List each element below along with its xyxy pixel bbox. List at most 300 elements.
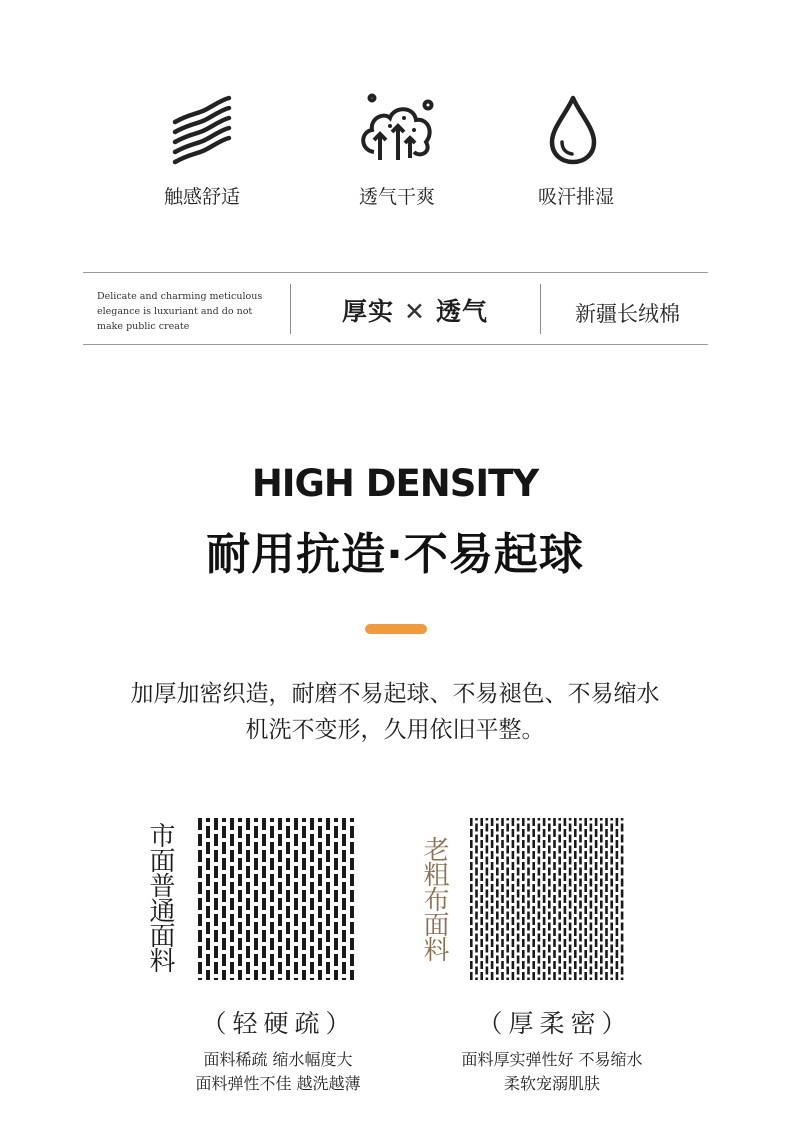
weave-thread — [600, 890, 603, 898]
weave-thread — [522, 818, 525, 826]
weave-thread — [198, 914, 202, 926]
weave-thread — [214, 882, 218, 894]
weave-thread — [506, 978, 509, 981]
weave-thread — [246, 978, 250, 980]
weave-thread — [294, 978, 298, 980]
weave-thread — [310, 882, 314, 894]
weave-thread — [318, 826, 322, 838]
weave-thread — [610, 901, 613, 909]
blurb-line: make public create — [97, 321, 190, 332]
weave-thread — [238, 826, 242, 838]
weave-thread — [574, 873, 577, 881]
weave-thread — [350, 922, 354, 934]
weave-thread — [569, 945, 572, 953]
weave-thread — [270, 858, 274, 870]
weave-thread — [480, 961, 483, 969]
weave-thread — [548, 857, 551, 865]
weave-thread — [470, 829, 473, 837]
weave-thread — [569, 868, 572, 876]
weave-thread — [278, 962, 282, 974]
weave-thread — [543, 829, 546, 837]
weave-thread — [616, 928, 619, 936]
weave-thread — [342, 914, 346, 926]
weave-thread — [538, 945, 541, 953]
weave-thread — [600, 824, 603, 832]
weave-thread — [480, 851, 483, 859]
weave-thread — [286, 922, 290, 934]
weave-thread — [310, 898, 314, 910]
weave-thread — [238, 890, 242, 902]
weave-thread — [532, 840, 535, 848]
weave-thread — [222, 970, 226, 980]
weave-thread — [579, 824, 582, 832]
weave-thread — [286, 874, 290, 886]
weave-thread — [522, 884, 525, 892]
weave-thread — [318, 954, 322, 966]
weave-thread — [543, 906, 546, 914]
weave-thread — [548, 824, 551, 832]
weave-thread — [538, 956, 541, 964]
weave-thread — [491, 840, 494, 848]
weave-thread — [350, 858, 354, 870]
weave-thread — [512, 939, 515, 947]
weave-thread — [246, 914, 250, 926]
weave-thread — [230, 946, 234, 958]
weave-thread — [538, 879, 541, 887]
weave-thread — [470, 950, 473, 958]
weave-thread — [496, 901, 499, 909]
weave-thread — [558, 857, 561, 865]
weave-thread — [548, 978, 551, 981]
weave-thread — [600, 912, 603, 920]
weave-thread — [206, 874, 210, 886]
weave-thread — [254, 818, 258, 822]
weave-thread — [318, 970, 322, 980]
weave-thread — [569, 846, 572, 854]
weave-thread — [590, 912, 593, 920]
weave-thread — [532, 851, 535, 859]
weave-thread — [222, 818, 226, 822]
weave-thread — [294, 914, 298, 926]
weave-thread — [486, 901, 489, 909]
weave-thread — [238, 938, 242, 950]
weave-thread — [538, 923, 541, 931]
weave-thread — [543, 972, 546, 980]
weave-thread — [206, 890, 210, 902]
weave-thread — [286, 938, 290, 950]
ordinary-fabric-note-1: 面料稀疏 缩水幅度大 — [203, 1050, 353, 1069]
weave-thread — [262, 946, 266, 958]
weave-thread — [302, 970, 306, 980]
weave-thread — [532, 884, 535, 892]
weave-thread — [527, 901, 530, 909]
weave-thread — [501, 873, 504, 881]
weave-thread — [222, 826, 226, 838]
weave-thread — [548, 956, 551, 964]
weave-thread — [584, 972, 587, 980]
weave-thread — [475, 846, 478, 854]
weave-thread — [270, 818, 274, 822]
weave-thread — [326, 882, 330, 894]
weave-thread — [610, 923, 613, 931]
weave-thread — [600, 857, 603, 865]
weave-thread — [558, 978, 561, 981]
weave-thread — [527, 890, 530, 898]
weave-thread — [334, 842, 338, 854]
weave-thread — [595, 895, 598, 903]
weave-thread — [496, 890, 499, 898]
weave-thread — [543, 851, 546, 859]
weave-thread — [527, 824, 530, 832]
weave-thread — [501, 906, 504, 914]
weave-thread — [517, 901, 520, 909]
weave-thread — [558, 835, 561, 843]
weave-thread — [475, 912, 478, 920]
weave-thread — [270, 938, 274, 950]
banner-divider — [290, 284, 291, 334]
weave-thread — [470, 906, 473, 914]
weave-thread — [475, 890, 478, 898]
weave-thread — [605, 829, 608, 837]
weave-thread — [334, 826, 338, 838]
weave-thread — [342, 898, 346, 910]
weave-thread — [334, 954, 338, 966]
weave-thread — [512, 961, 515, 969]
weave-thread — [532, 939, 535, 947]
weave-thread — [527, 967, 530, 975]
weave-thread — [270, 874, 274, 886]
weave-thread — [318, 906, 322, 918]
weave-thread — [310, 962, 314, 974]
weave-thread — [605, 950, 608, 958]
weave-thread — [318, 818, 322, 822]
weave-thread — [621, 868, 624, 876]
weave-thread — [486, 890, 489, 898]
weave-thread — [501, 961, 504, 969]
weave-thread — [310, 978, 314, 980]
weave-thread — [616, 917, 619, 925]
coarse-cloth-note-2: 柔软宠溺肌肤 — [503, 1074, 600, 1093]
weave-thread — [595, 950, 598, 958]
weave-thread — [569, 901, 572, 909]
coarse-cloth-tag: （厚柔密） — [477, 1009, 633, 1038]
weave-thread — [605, 884, 608, 892]
weave-thread — [569, 956, 572, 964]
weave-thread — [621, 835, 624, 843]
weave-thread — [574, 972, 577, 980]
weave-thread — [574, 917, 577, 925]
weave-thread — [326, 978, 330, 980]
weave-thread — [486, 967, 489, 975]
weave-thread — [600, 978, 603, 981]
weave-thread — [486, 923, 489, 931]
weave-thread — [491, 873, 494, 881]
weave-thread — [350, 818, 354, 822]
weave-thread — [517, 912, 520, 920]
weave-thread — [522, 895, 525, 903]
weave-thread — [480, 862, 483, 870]
weave-thread — [621, 846, 624, 854]
weave-thread — [496, 923, 499, 931]
thick-breathable-slogan — [300, 292, 530, 328]
weave-thread — [595, 906, 598, 914]
weave-thread — [605, 873, 608, 881]
weave-thread — [278, 978, 282, 980]
weave-thread — [532, 895, 535, 903]
weave-thread — [206, 826, 210, 838]
weave-thread — [569, 923, 572, 931]
weave-thread — [334, 818, 338, 822]
weave-thread — [517, 868, 520, 876]
weave-thread — [286, 954, 290, 966]
weave-thread — [522, 939, 525, 947]
weave-thread — [506, 912, 509, 920]
weave-thread — [569, 879, 572, 887]
weave-thread — [564, 972, 567, 980]
weave-thread — [501, 895, 504, 903]
weave-thread — [480, 917, 483, 925]
weave-thread — [475, 967, 478, 975]
weave-thread — [286, 842, 290, 854]
weave-thread — [558, 890, 561, 898]
weave-thread — [206, 842, 210, 854]
weave-thread — [616, 829, 619, 837]
weave-thread — [512, 829, 515, 837]
weave-thread — [214, 850, 218, 862]
weave-thread — [270, 906, 274, 918]
weave-thread — [246, 866, 250, 878]
weave-thread — [579, 835, 582, 843]
weave-thread — [532, 972, 535, 980]
ordinary-fabric-label: 市面普通面料 — [145, 822, 175, 972]
weave-thread — [262, 834, 266, 846]
weave-thread — [548, 868, 551, 876]
weave-thread — [246, 930, 250, 942]
weave-thread — [222, 874, 226, 886]
weave-thread — [558, 818, 561, 821]
weave-thread — [198, 978, 202, 980]
weave-thread — [584, 840, 587, 848]
weave-thread — [254, 922, 258, 934]
weave-thread — [222, 858, 226, 870]
weave-thread — [590, 846, 593, 854]
weave-thread — [334, 890, 338, 902]
weave-thread — [470, 840, 473, 848]
weave-thread — [605, 840, 608, 848]
weave-thread — [569, 912, 572, 920]
weave-thread — [262, 978, 266, 980]
weave-thread — [579, 945, 582, 953]
weave-thread — [543, 840, 546, 848]
slogan-thick: 厚实 — [342, 297, 395, 326]
weave-thread — [616, 906, 619, 914]
weave-thread — [569, 818, 572, 821]
weave-thread — [600, 901, 603, 909]
weave-thread — [527, 934, 530, 942]
weave-thread — [496, 956, 499, 964]
weave-thread — [342, 882, 346, 894]
weave-thread — [486, 868, 489, 876]
weave-thread — [475, 879, 478, 887]
weave-thread — [506, 835, 509, 843]
weave-thread — [616, 895, 619, 903]
weave-thread — [548, 879, 551, 887]
weave-thread — [522, 906, 525, 914]
weave-thread — [621, 923, 624, 931]
weave-thread — [496, 824, 499, 832]
weave-thread — [574, 851, 577, 859]
weave-thread — [475, 818, 478, 821]
weave-thread — [517, 967, 520, 975]
weave-thread — [294, 930, 298, 942]
weave-thread — [610, 846, 613, 854]
weave-thread — [318, 938, 322, 950]
weave-thread — [590, 835, 593, 843]
weave-thread — [246, 946, 250, 958]
weave-thread — [246, 962, 250, 974]
weave-thread — [278, 946, 282, 958]
weave-thread — [198, 882, 202, 894]
weave-thread — [491, 884, 494, 892]
weave-thread — [558, 912, 561, 920]
weave-thread — [569, 835, 572, 843]
weave-thread — [616, 939, 619, 947]
weave-thread — [610, 879, 613, 887]
weave-thread — [543, 818, 546, 826]
weave-thread — [480, 895, 483, 903]
weave-thread — [506, 846, 509, 854]
weave-thread — [569, 967, 572, 975]
description-line-1: 加厚加密织造，耐磨不易起球、不易褪色、不易缩水 — [130, 681, 660, 707]
weave-thread — [558, 868, 561, 876]
weave-thread — [302, 954, 306, 966]
weave-thread — [206, 818, 210, 822]
weave-thread — [621, 967, 624, 975]
weave-thread — [574, 939, 577, 947]
weave-thread — [278, 866, 282, 878]
weave-thread — [198, 834, 202, 846]
wave-lines-icon — [157, 92, 247, 172]
weave-thread — [553, 972, 556, 980]
weave-thread — [470, 917, 473, 925]
weave-thread — [470, 928, 473, 936]
weave-thread — [214, 818, 218, 830]
weave-thread — [543, 939, 546, 947]
weave-thread — [302, 922, 306, 934]
weave-thread — [238, 874, 242, 886]
weave-thread — [616, 884, 619, 892]
weave-thread — [595, 840, 598, 848]
weave-thread — [506, 857, 509, 865]
weave-thread — [621, 890, 624, 898]
weave-thread — [334, 874, 338, 886]
weave-thread — [506, 890, 509, 898]
weave-thread — [480, 873, 483, 881]
weave-thread — [584, 928, 587, 936]
weave-thread — [214, 866, 218, 878]
weave-thread — [501, 939, 504, 947]
weave-thread — [553, 950, 556, 958]
weave-thread — [548, 945, 551, 953]
weave-thread — [564, 884, 567, 892]
weave-thread — [326, 930, 330, 942]
weave-thread — [506, 923, 509, 931]
weave-thread — [522, 840, 525, 848]
weave-thread — [475, 857, 478, 865]
weave-thread — [302, 938, 306, 950]
weave-thread — [278, 850, 282, 862]
weave-thread — [254, 826, 258, 838]
weave-thread — [574, 862, 577, 870]
weave-thread — [517, 945, 520, 953]
weave-thread — [475, 835, 478, 843]
weave-thread — [553, 895, 556, 903]
weave-thread — [590, 923, 593, 931]
weave-thread — [496, 868, 499, 876]
weave-thread — [532, 961, 535, 969]
weave-thread — [470, 972, 473, 980]
weave-thread — [246, 818, 250, 830]
weave-thread — [326, 898, 330, 910]
weave-thread — [564, 906, 567, 914]
weave-thread — [262, 850, 266, 862]
weave-thread — [517, 846, 520, 854]
weave-thread — [574, 895, 577, 903]
weave-thread — [302, 890, 306, 902]
weave-thread — [610, 890, 613, 898]
weave-thread — [590, 868, 593, 876]
weave-thread — [532, 906, 535, 914]
weave-thread — [517, 857, 520, 865]
weave-thread — [318, 922, 322, 934]
heading-english: HIGH DENSITY — [251, 462, 539, 505]
weave-thread — [595, 873, 598, 881]
weave-thread — [230, 914, 234, 926]
feature-label-moisture: 吸汗排湿 — [537, 186, 614, 208]
weave-thread — [342, 962, 346, 974]
weave-thread — [491, 928, 494, 936]
weave-thread — [527, 923, 530, 931]
weave-thread — [206, 938, 210, 950]
weave-thread — [512, 950, 515, 958]
weave-thread — [214, 946, 218, 958]
weave-thread — [605, 961, 608, 969]
weave-thread — [610, 912, 613, 920]
weave-thread — [480, 906, 483, 914]
weave-thread — [475, 934, 478, 942]
weave-thread — [610, 857, 613, 865]
weave-thread — [595, 939, 598, 947]
weave-thread — [621, 901, 624, 909]
weave-thread — [621, 934, 624, 942]
weave-thread — [496, 912, 499, 920]
dense-weave-swatch — [470, 818, 628, 980]
weave-thread — [579, 846, 582, 854]
weave-thread — [310, 914, 314, 926]
weave-thread — [527, 945, 530, 953]
weave-thread — [238, 906, 242, 918]
water-drop-icon — [528, 92, 618, 172]
weave-thread — [548, 923, 551, 931]
weave-thread — [584, 884, 587, 892]
weave-thread — [610, 945, 613, 953]
weave-thread — [584, 851, 587, 859]
weave-thread — [543, 873, 546, 881]
weave-thread — [595, 818, 598, 826]
weave-thread — [326, 850, 330, 862]
weave-thread — [262, 866, 266, 878]
weave-thread — [326, 818, 330, 830]
